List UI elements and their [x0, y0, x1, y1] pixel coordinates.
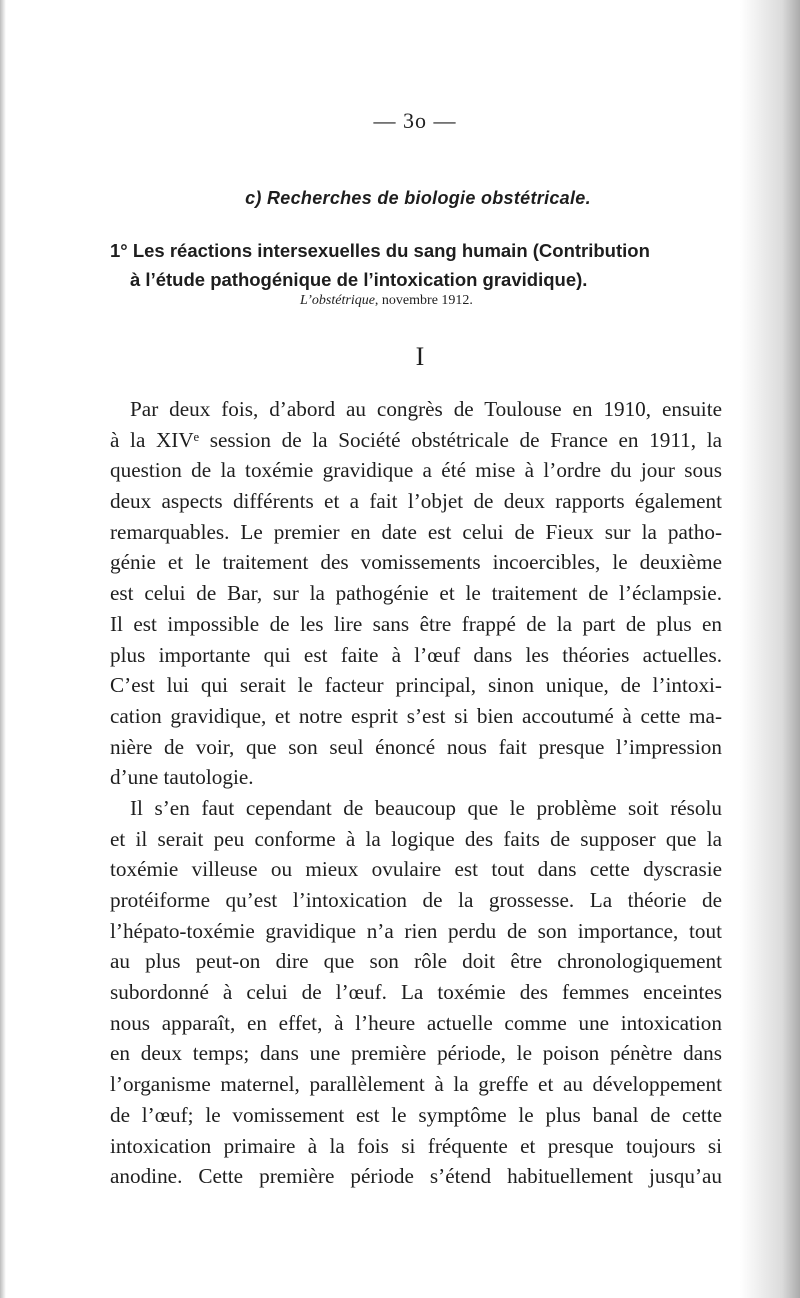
entry-title-line: 1° Les réactions intersexuelles du sang humain (Contribution: [110, 240, 650, 261]
body-line: subordonné à celui de l’œuf. La toxémie des femmes enceintes: [110, 980, 722, 1005]
body-line: nous apparaît, en effet, à l’heure actuelle comme une intoxication: [110, 1010, 722, 1035]
body-line: plus importante qui est faite à l’œuf dans les théories actuelles.: [110, 642, 722, 667]
body-line: deux aspects différents et a fait l’objet de deux rapports également: [110, 489, 722, 514]
body-line: génie et le traitement des vomissements incoercibles, le deuxième: [110, 550, 722, 575]
body-line: Par deux fois, d’abord au congrès de Toulouse en 1910, ensuite: [130, 397, 722, 421]
body-line: au plus peut-on dire que son rôle doit être chronologiquement: [110, 949, 722, 974]
body-line: l’hépato-toxémie gravidique n’a rien perdu de son importance, tout: [110, 918, 722, 943]
body-line: en deux temps; dans une première période, le poison pénètre dans: [110, 1041, 722, 1066]
body-line: cation gravidique, et notre esprit s’est si bien accoutumé à cette ma-: [110, 703, 722, 728]
body-line: protéiforme qu’est l’intoxication de la grossesse. La théorie de: [110, 888, 722, 912]
body-line: anodine. Cette première période s’étend habituellement jusqu’au: [110, 1164, 722, 1189]
body-text: [110, 394, 722, 1192]
body-line: l’organisme maternel, parallèlement à la greffe et au développement: [110, 1072, 722, 1097]
journal-name: L’obstétrique: [300, 293, 375, 308]
chapter-numeral: I: [415, 342, 425, 371]
body-line: à la XIVᵉ session de la Société obstétricale de France en 1911, la: [110, 427, 722, 452]
body-line: Il est impossible de les lire sans être frappé de la part de plus en: [110, 611, 722, 636]
body-line: remarquables. Le premier en date est celui de Fieux sur la patho-: [110, 519, 722, 544]
body-line: de l’œuf; le vomissement est le symptôme le plus banal de cette: [110, 1102, 722, 1127]
page-number: — 3o —: [373, 108, 457, 133]
body-line: est celui de Bar, sur la pathogénie et le traitement de l’éclampsie.: [110, 581, 722, 606]
body-line: question de la toxémie gravidique a été mise à l’ordre du jour sous: [110, 458, 722, 483]
body-line: nière de voir, que son seul énoncé nous fait presque l’impression: [110, 734, 722, 759]
body-line: toxémie villeuse ou mieux ovulaire est tout dans cette dyscrasie: [110, 857, 722, 882]
body-line: intoxication primaire à la fois si fréquente et presque toujours si: [110, 1133, 722, 1158]
body-line: et il serait peu conforme à la logique des faits de supposer que la: [110, 826, 722, 851]
body-line: d’une tautologie.: [110, 765, 254, 790]
entry-title: [110, 236, 730, 294]
body-line: C’est lui qui serait le facteur principal, sinon unique, de l’intoxi-: [110, 673, 722, 698]
entry-title-line: à l’étude pathogénique de l’intoxication gravidique).: [130, 269, 588, 290]
body-line: Il s’en faut cependant de beaucoup que le problème soit résolu: [130, 795, 722, 820]
publication-date: , novembre 1912.: [374, 293, 473, 308]
source-citation: [300, 293, 530, 309]
section-heading: c) Recherches de biologie obstétricale.: [245, 188, 591, 208]
